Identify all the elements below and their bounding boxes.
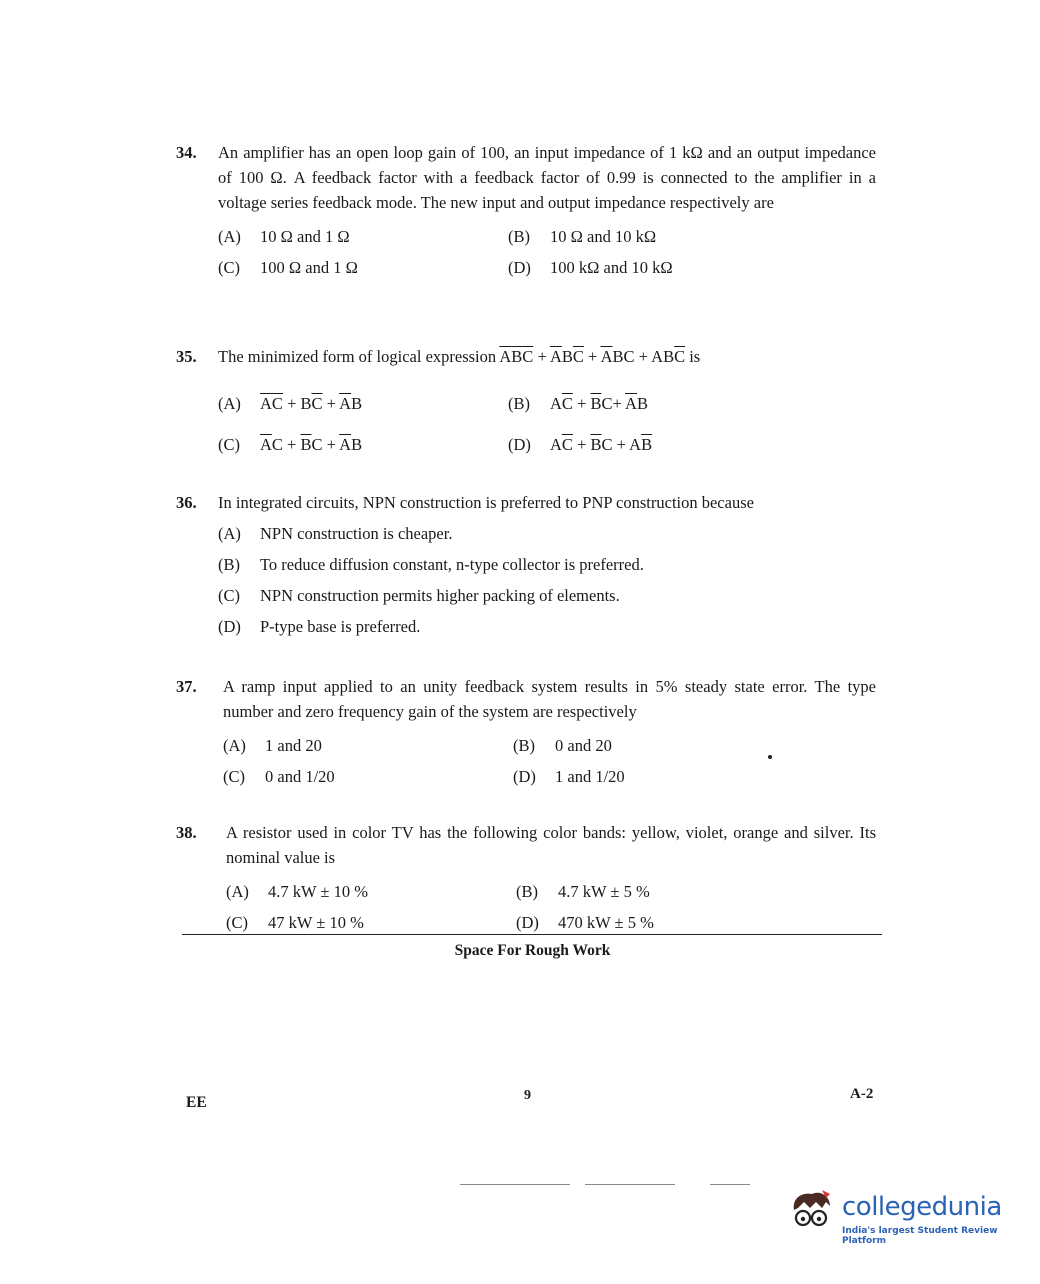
question-37 [176, 674, 876, 792]
question-text: A ramp input applied to an unity feedback system results in 5% steady state error. The type number and zero frequency gain of the system are respectively [223, 677, 876, 721]
question-text: An amplifier has an open loop gain of 100, an input impedance of 1 kΩ and an output impedance of 100 Ω. A feedback factor with a feedback factor of 0.99 is connected to the amplifier in a voltage series feedback mode. The new input and output impedance respectively are [218, 143, 876, 212]
collegedunia-logo [786, 1188, 1026, 1244]
scan-artifact-line [710, 1184, 750, 1185]
logo-wordmark: collegedunia [842, 1192, 1002, 1222]
footer-page-number: 9 [524, 1088, 531, 1103]
scan-artifact-line [460, 1184, 570, 1185]
logic-expression: $\overline{A}\overline{B}\overline{C} + \overline{A}B\overline{C} + \overline{A}BC + AB\overline{C}$ [499, 347, 686, 366]
option-c: (C) NPN construction permits higher packing of elements. [218, 586, 620, 605]
question-number: 37. [176, 677, 197, 696]
logo-tagline: India's largest Student Review Platform [842, 1226, 998, 1246]
option-b: (B) 4.7 kW ± 5 % [516, 882, 650, 901]
option-b: (B) $A\overline{C} + \overline{B}C+ \overline{A}B$ [508, 394, 648, 413]
question-number: 38. [176, 823, 197, 842]
options [218, 221, 876, 283]
option-a: (A) 1 and 20 [223, 736, 322, 755]
option-b: (B) To reduce diffusion constant, n-type collector is preferred. [218, 555, 644, 574]
option-b: (B) 10 Ω and 10 kΩ [508, 227, 657, 246]
speck [768, 755, 772, 759]
options [218, 383, 876, 465]
question-34 [176, 140, 876, 283]
scan-artifact-line [585, 1184, 675, 1185]
footer-code: A-2 [850, 1086, 874, 1102]
option-a: (A) $\overline{A}\overline{C} + B\overline{C} + \overline{A}B$ [218, 394, 363, 413]
option-c: (C) 0 and 1/20 [223, 767, 335, 786]
question-text: In integrated circuits, NPN construction is preferred to PNP construction because [218, 493, 754, 512]
option-d: (D) $A\overline{C} + \overline{B}C + A\overline{B}$ [508, 435, 653, 454]
options [226, 876, 876, 938]
question-35 [176, 344, 876, 465]
question-text: The minimized form of logical expression $\overline{A}\overline{B}\overline{C} + \overline{A}B\overline{C} + \overline{A}BC + AB\overline{C}$ is [218, 347, 701, 366]
footer-subject: EE [186, 1094, 207, 1111]
option-d: (D) 470 kW ± 5 % [516, 913, 654, 932]
option-d: (D) 1 and 1/20 [513, 767, 625, 786]
mascot-icon [786, 1188, 838, 1238]
question-text: A resistor used in color TV has the following color bands: yellow, violet, orange and silver. Its nominal value is [226, 823, 876, 867]
option-a: (A) NPN construction is cheaper. [218, 524, 453, 543]
option-a: (A) 10 Ω and 1 Ω [218, 227, 350, 246]
option-b: (B) 0 and 20 [513, 736, 612, 755]
question-number: 34. [176, 143, 197, 162]
option-d: (D) 100 kΩ and 10 kΩ [508, 258, 673, 277]
options [223, 730, 876, 792]
question-number: 36. [176, 493, 197, 512]
option-c: (C) 47 kW ± 10 % [226, 913, 364, 932]
option-c: (C) 100 Ω and 1 Ω [218, 258, 358, 277]
options [218, 518, 876, 642]
option-c: (C) $\overline{A}C + \overline{B}C + \overline{A}B$ [218, 435, 363, 454]
rough-work-heading: Space For Rough Work [454, 942, 611, 959]
question-36 [176, 490, 876, 642]
divider [182, 934, 882, 935]
question-38 [176, 820, 876, 938]
option-a: (A) 4.7 kW ± 10 % [226, 882, 368, 901]
question-number: 35. [176, 347, 197, 366]
option-d: (D) P-type base is preferred. [218, 617, 421, 636]
